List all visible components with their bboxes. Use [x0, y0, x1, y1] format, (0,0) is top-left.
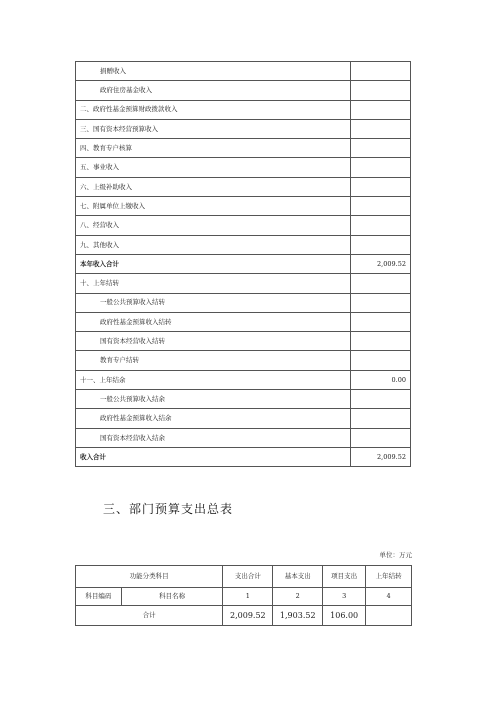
table-row [76, 119, 411, 138]
table-row [76, 235, 411, 254]
table-subheader-row [76, 588, 412, 606]
table-row [76, 81, 411, 100]
carryover-header: 上年结转 [366, 566, 412, 588]
row-value [351, 293, 411, 312]
row-label: 国有资本经营收入结转 [76, 332, 351, 351]
project-header: 项目支出 [323, 566, 366, 588]
row-label: 捐赠收入 [76, 62, 351, 81]
row-value [351, 312, 411, 331]
income-total-label: 收入合计 [76, 447, 351, 466]
row-label: 十一、上年结余 [76, 370, 351, 389]
row-value [351, 177, 411, 196]
project-expense-value: 106.00 [323, 606, 366, 626]
section-title: 三、部门预算支出总表 [103, 502, 234, 516]
row-value [351, 390, 411, 409]
row-label: 十、上年结转 [76, 274, 351, 293]
row-label: 九、其他收入 [76, 235, 351, 254]
column-number: 4 [366, 588, 412, 606]
row-label: 一般公共预算收入结余 [76, 390, 351, 409]
table-row [76, 197, 411, 216]
column-number: 2 [273, 588, 323, 606]
basic-expense-value: 1,903.52 [273, 606, 323, 626]
carryover-value [366, 606, 412, 626]
row-label: 五、事业收入 [76, 158, 351, 177]
table-row [76, 158, 411, 177]
table-row [76, 312, 411, 331]
row-value [351, 100, 411, 119]
basic-header: 基本支出 [273, 566, 323, 588]
table-row [76, 293, 411, 312]
table-row [76, 351, 411, 370]
row-value [351, 235, 411, 254]
row-value [351, 274, 411, 293]
row-label: 政府性基金预算收入结转 [76, 312, 351, 331]
row-value [351, 332, 411, 351]
table-row [76, 390, 411, 409]
column-number: 1 [223, 588, 273, 606]
name-header: 科目名称 [121, 588, 223, 606]
table-row [76, 216, 411, 235]
income-total-value: 2,009.52 [351, 447, 411, 466]
table-row [76, 100, 411, 119]
column-number: 3 [323, 588, 366, 606]
row-value [351, 139, 411, 158]
row-value [351, 197, 411, 216]
row-label: 一般公共预算收入结转 [76, 293, 351, 312]
annual-income-total-label: 本年收入合计 [76, 254, 351, 273]
table-row [76, 428, 411, 447]
row-value: 0.00 [351, 370, 411, 389]
row-value [351, 216, 411, 235]
row-value [351, 81, 411, 100]
row-label: 教育专户结转 [76, 351, 351, 370]
table-row [76, 447, 411, 466]
table-row [76, 62, 411, 81]
row-value [351, 351, 411, 370]
expense-table [75, 565, 412, 626]
function-category-header: 功能分类科目 [76, 566, 223, 588]
code-header: 科目编码 [76, 588, 122, 606]
table-row [76, 274, 411, 293]
table-row [76, 139, 411, 158]
table-row [76, 332, 411, 351]
row-label: 政府性基金预算收入结余 [76, 409, 351, 428]
row-value [351, 119, 411, 138]
row-label: 七、附属单位上缴收入 [76, 197, 351, 216]
row-label: 国有资本经营收入结余 [76, 428, 351, 447]
row-label: 四、教育专户核算 [76, 139, 351, 158]
row-value [351, 409, 411, 428]
income-table [75, 61, 411, 467]
unit-label: 单位：万元 [379, 551, 412, 559]
total-row-label: 合计 [76, 606, 223, 626]
total-row [76, 606, 412, 626]
row-value [351, 428, 411, 447]
table-header-row [76, 566, 412, 588]
row-label: 三、国有资本经营预算收入 [76, 119, 351, 138]
total-header: 支出合计 [223, 566, 273, 588]
table-row [76, 409, 411, 428]
row-label: 八、经营收入 [76, 216, 351, 235]
table-row [76, 254, 411, 273]
row-value [351, 158, 411, 177]
row-label: 六、上级补助收入 [76, 177, 351, 196]
table-row [76, 177, 411, 196]
annual-income-total-value: 2,009.52 [351, 254, 411, 273]
row-value [351, 62, 411, 81]
table-row [76, 370, 411, 389]
row-label: 二、政府性基金预算财政拨款收入 [76, 100, 351, 119]
row-label: 政府住房基金收入 [76, 81, 351, 100]
total-expense-value: 2,009.52 [223, 606, 273, 626]
